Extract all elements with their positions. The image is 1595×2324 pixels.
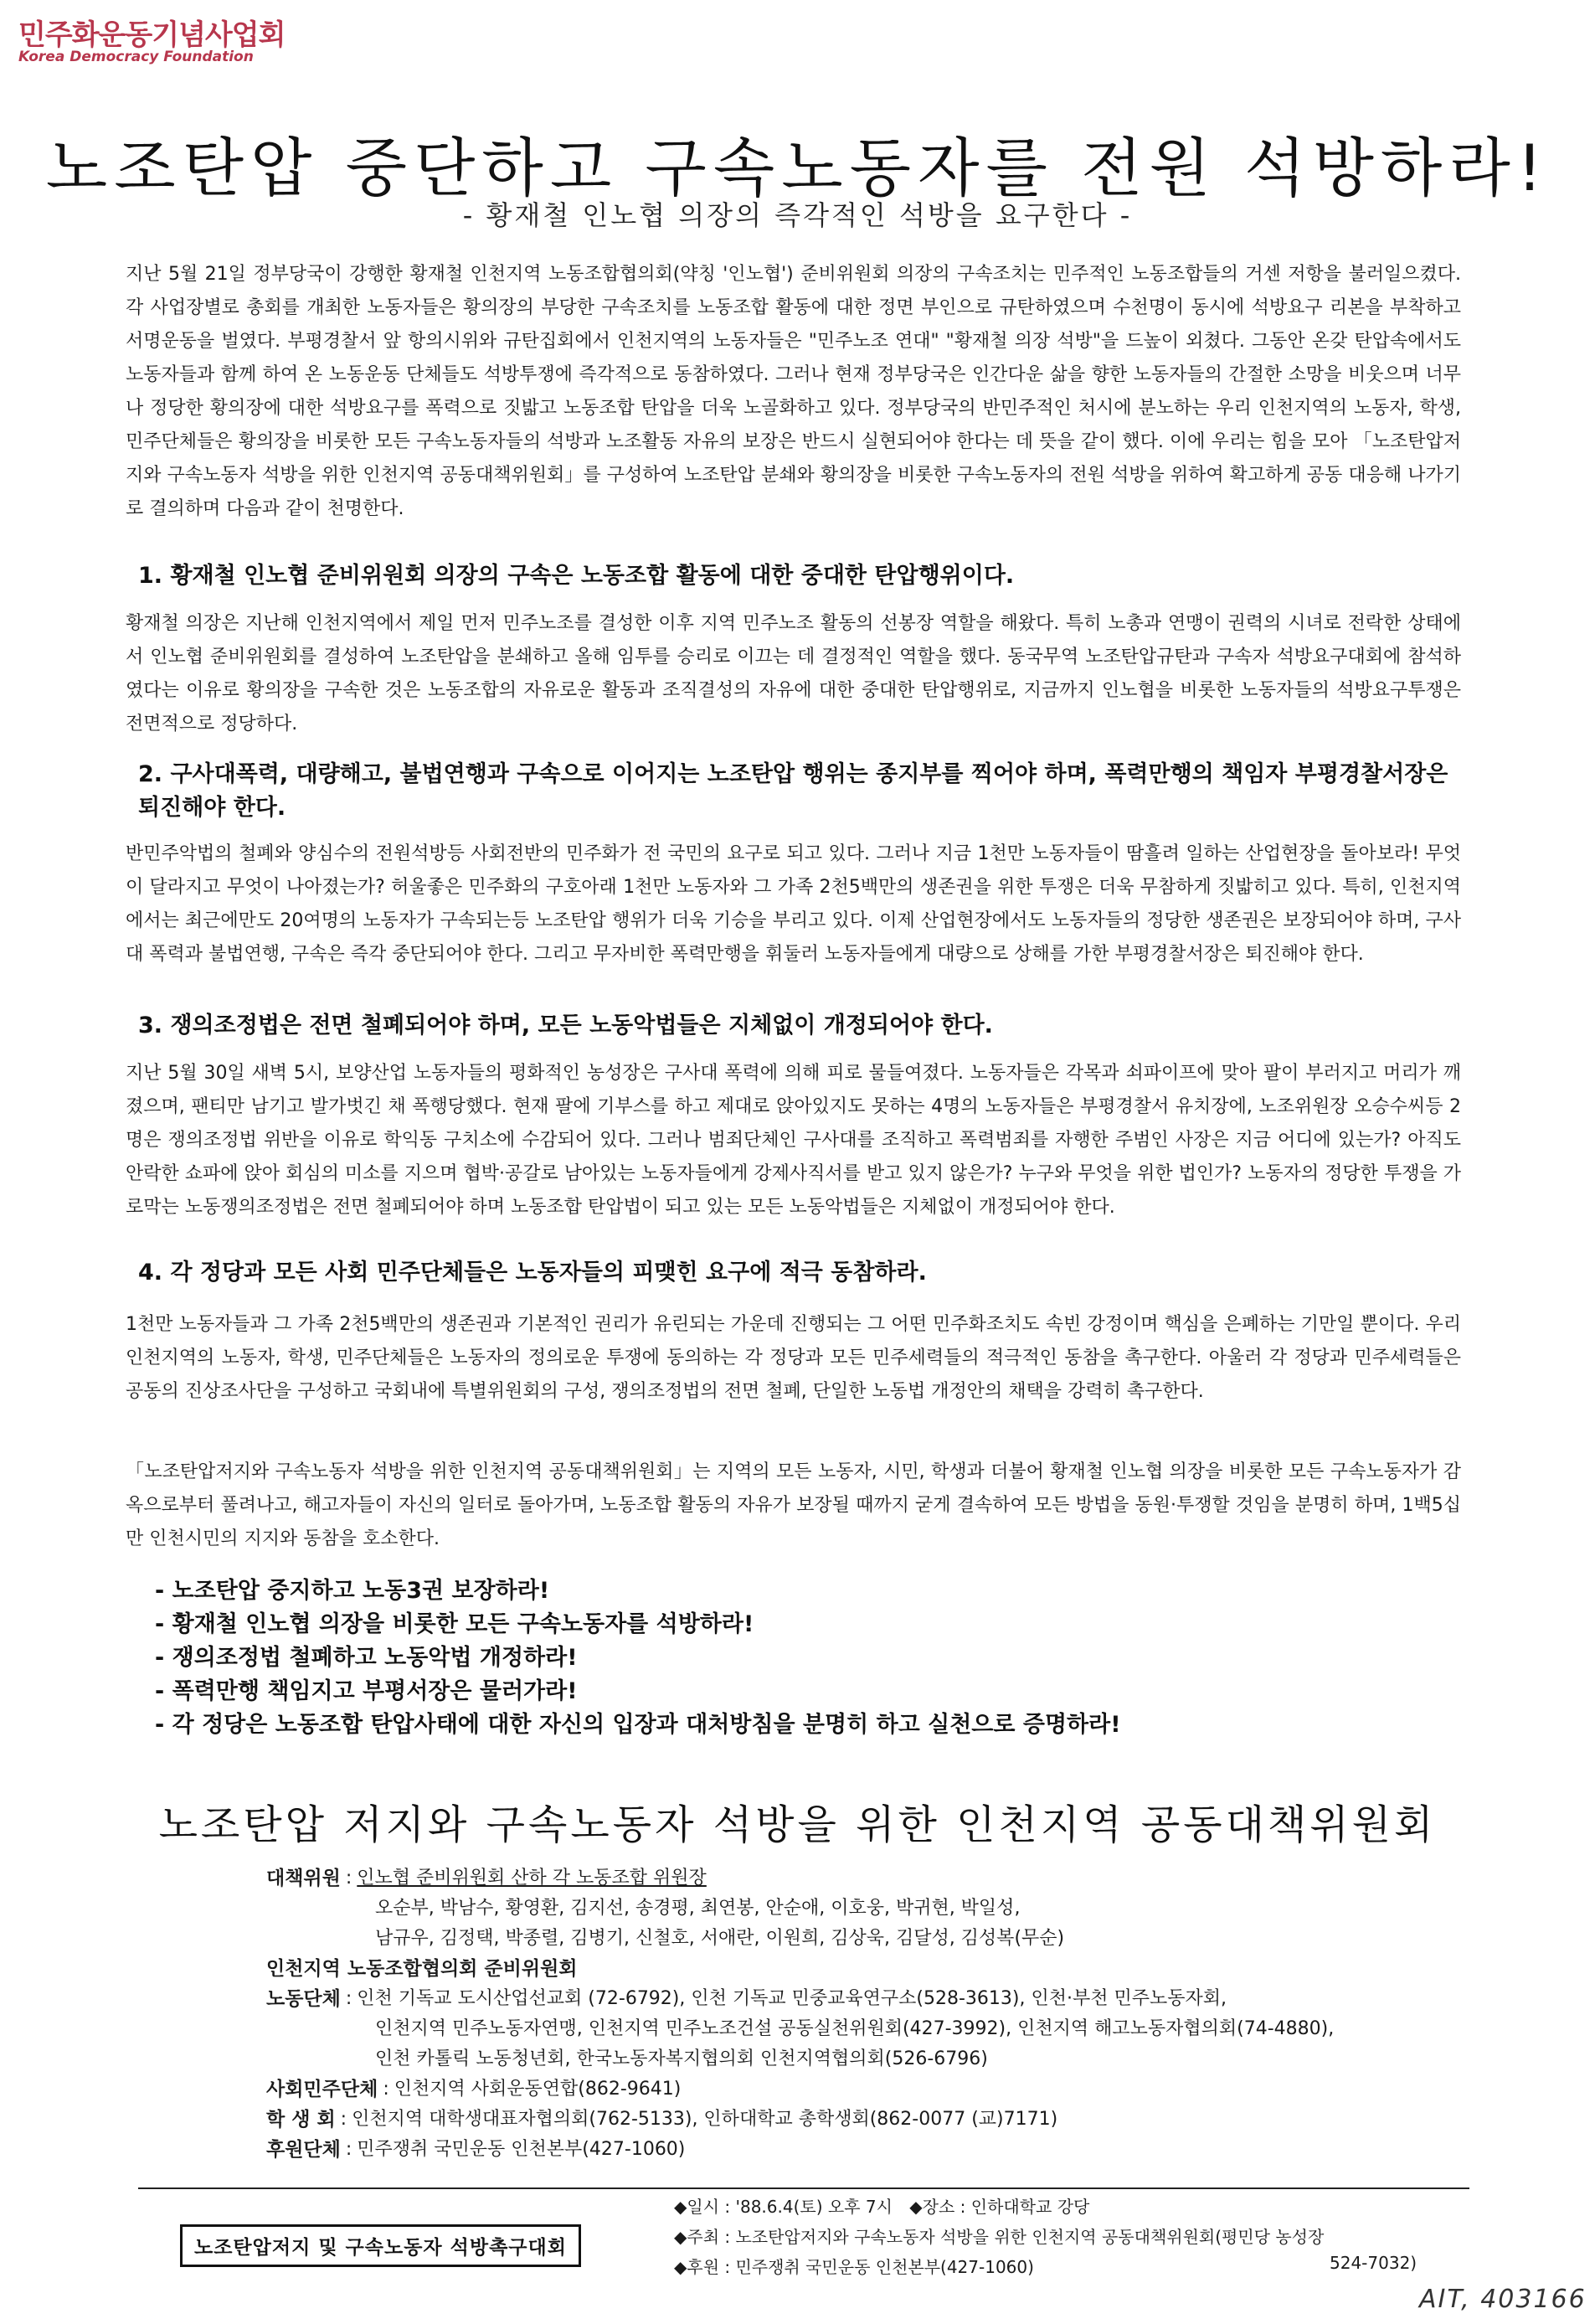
- section-2-body: 반민주악법의 철폐와 양심수의 전원석방등 사회전반의 민주화가 전 국민의 요구로 되고 있다. 그러나 지금 1천만 노동자들이 땀흘려 일하는 산업현장을 돌아보라! 무엇이 달라지고 무엇이 나아졌는가? 허울좋은 민주화의 구호아래 1천만 노동자와 그 가족 2천5백만의 생존권을 위한 투쟁은 더욱 무참하게 짓밟히고 있다. 특히, 인천지역에서는 최근에만도 20여명의 노동자가 구속되는등 노조탄압 행위가 더욱 기승을 부리고 있다. 이제 산업현장에서도 노동자들의 정당한 생존권은 보장되어야 하며, 구사대 폭력과 불법연행, 구속은 즉각 중단되어야 한다. 그리고 무자비한 폭력만행을 휘둘러 노동자들에게 대량으로 상해를 가한 부평경찰서장은 퇴진해야 한다.: [126, 843, 1461, 965]
- event-host: ◆주최 : 노조탄압저지와 구속노동자 석방을 위한 인천지역 공동대책위원회(평민당 농성장: [674, 2227, 1325, 2247]
- social-label: 사회민주단체: [266, 2079, 378, 2100]
- labor-line2: 인천지역 민주노동자연맹, 인천지역 민주노조건설 공동실천위원회(427-3992), 인천지역 해고노동자협의회(74-4880),: [375, 2018, 1335, 2039]
- support-value: 민주쟁취 국민운동 인천본부(427-1060): [357, 2139, 686, 2160]
- demands-list: [155, 1574, 1411, 1742]
- intro-paragraph: 지난 5월 21일 정부당국이 강행한 황재철 인천지역 노동조합협의회(약칭 '인노협') 준비위원회 의장의 구속조치는 민주적인 노동조합들의 거센 저항을 불러일으켰다. 각 사업장별로 총회를 개최한 노동자들은 황의장의 부당한 구속조치를 노동조합 활동에 대한 정면 부인으로 규탄하였으며 수천명이 동시에 석방요구 리본을 부착하고 서명운동을 벌였다. 부평경찰서 앞 항의시위와 규탄집회에서 인천지역의 노동자들은 "민주노조 연대" "황재철 의장 석방"을 드높이 외쳤다. 그동안 온갖 탄압속에서도 노동자들과 함께 하여 온 노동운동 단체들도 석방투쟁에 즉각적으로 동참하였다. 그러나 현재 정부당국은 인간다운 삶을 향한 노동자들의 간절한 소망을 비웃으며 너무나 정당한 황의장에 대한 석방요구를 폭력으로 짓밟고 노동조합 탄압을 더욱 노골화하고 있다. 정부당국의 반민주적인 처시에 분노하는 우리 인천지역의 노동자, 학생, 민주단체들은 황의장을 비롯한 모든 구속노동자들의 석방과 노조활동 자유의 보장은 반드시 실현되어야 한다는 데 뜻을 같이 했다. 이에 우리는 힘을 모아 「노조탄압저지와 구속노동자 석방을 위한 인천지역 공동대책위원회」를 구성하여 노조탄압 분쇄와 황의장을 비롯한 구속노동자의 전원 석방을 위하여 확고하게 공동 대응해 나가기로 결의하며 다음과 같이 천명한다.: [126, 264, 1461, 519]
- demand-item: - 노조탄압 중지하고 노동3권 보장하라!: [155, 1578, 550, 1604]
- demand-item: - 황재철 인노협 의장을 비롯한 모든 구속노동자를 석방하라!: [155, 1611, 754, 1637]
- event-venue: ◆장소 : 인하대학교 강당: [909, 2197, 1090, 2217]
- event-datetime-venue: [674, 2192, 1511, 2222]
- council-row: [266, 1954, 1480, 1984]
- committee-line2: 오순부, 박남수, 황영환, 김지선, 송경평, 최연봉, 안순애, 이호웅, 박귀현, 박일성,: [375, 1898, 1021, 1919]
- student-label: 학 생 회: [266, 2109, 336, 2131]
- labor-row: 노동단체 : 인천 기독교 도시산업선교회 (72-6792), 인천 기독교 민중교육연구소(528-3613), 인천·부천 민주노동자회,: [266, 1984, 1480, 2014]
- section-1-heading: 1. 황재철 인노협 준비위원회 의장의 구속은 노동조합 활동에 대한 중대한 탄압행위이다.: [138, 563, 1015, 589]
- section-4-body: 1천만 노동자들과 그 가족 2천5백만의 생존권과 기본적인 권리가 유린되는 가운데 진행되는 그 어떤 민주화조치도 속빈 강정이며 핵심을 은폐하는 기만일 뿐이다. 우리 인천지역의 노동자, 학생, 민주단체들은 노동자의 정의로운 투쟁에 동의하는 각 정당과 모든 민주세력들의 적극적인 동참을 촉구한다. 아울러 각 정당과 민주세력들은 공동의 진상조사단을 구성하고 국회내에 특별위원회의 구성, 쟁의조정법의 전면 철폐, 단일한 노동법 개정안의 채택을 강력히 촉구한다.: [126, 1314, 1461, 1402]
- committee-row: 대책위원 : 인노협 준비위원회 산하 각 노동조합 위원장: [266, 1863, 1480, 1894]
- section-3-body: 지난 5월 30일 새벽 5시, 보양산업 노동자들의 평화적인 농성장은 구사대 폭력에 의해 피로 물들여졌다. 노동자들은 각목과 쇠파이프에 맞아 팔이 부러지고 머리가 깨졌으며, 팬티만 남기고 발가벗긴 채 폭행당했다. 현재 팔에 기부스를 하고 제대로 앉아있지도 못하는 4명의 노동자들은 부평경찰서 유치장에, 노조위원장 오승수씨등 2명은 쟁의조정법 위반을 이유로 학익동 구치소에 수감되어 있다. 그러나 범죄단체인 구사대를 조직하고 폭력범죄를 자행한 주범인 사장은 지금 어디에 있는가? 아직도 안락한 쇼파에 앉아 회심의 미소를 지으며 협박·공갈로 남아있는 노동자들에게 강제사직서를 받고 있지 않은가? 누구와 무엇을 위한 법인가? 노동자의 정당한 투쟁을 가로막는 노동쟁의조정법은 전면 철폐되어야 하며 노동조합 탄압법이 되고 있는 모든 노동악법들은 지체없이 개정되어야 한다.: [126, 1063, 1461, 1218]
- committee-label: 대책위원: [266, 1868, 341, 1889]
- labor-line1: 인천 기독교 도시산업선교회 (72-6792), 인천 기독교 민중교육연구소(528-3613), 인천·부천 민주노동자회,: [357, 1988, 1227, 2009]
- social-value: 인천지역 사회운동연합(862-9641): [394, 2079, 682, 2100]
- event-datetime: ◆일시 : '88.6.4(토) 오후 7시: [674, 2197, 893, 2217]
- council-label: 인천지역 노동조합협의회 준비위원회: [266, 1958, 578, 1980]
- watermark-korean: 민주화운동기념사업회: [18, 18, 286, 52]
- closing-paragraph: 「노조탄압저지와 구속노동자 석방을 위한 인천지역 공동대책위원회」는 지역의 모든 노동자, 시민, 학생과 더불어 황재철 인노협 의장을 비롯한 모든 구속노동자가 감옥으로부터 풀려나고, 해고자들이 자신의 일터로 돌아가며, 노동조합 활동의 자유가 보장될 때까지 굳게 결속하여 모든 방법을 동원·투쟁할 것임을 분명히 하며, 1백5십만 인천시민의 지지와 동참을 호소한다.: [126, 1461, 1461, 1549]
- student-row: 학 생 회 : 인천지역 대학생대표자협의회(762-5133), 인하대학교 총학생회(862-0077 (교)7171): [266, 2105, 1480, 2135]
- organization-name: 노조탄압 저지와 구속노동자 석방을 위한 인천지역 공동대책위원회: [158, 1801, 1437, 1848]
- demand-item: - 쟁의조정법 철폐하고 노동악법 개정하라!: [155, 1645, 578, 1671]
- event-phone: 524-7032): [1330, 2253, 1417, 2273]
- section-4-heading: 4. 각 정당과 모든 사회 민주단체들은 노동자들의 피맺힌 요구에 적극 동참하라.: [138, 1260, 927, 1286]
- rally-name-box: 노조탄압저지 및 구속노동자 석방촉구대회: [180, 2224, 581, 2267]
- student-value: 인천지역 대학생대표자협의회(762-5133), 인하대학교 총학생회(862-0077 (교)7171): [352, 2109, 1058, 2130]
- watermark-english: Korea Democracy Foundation: [18, 49, 254, 65]
- section-2-heading: 2. 구사대폭력, 대량해고, 불법연행과 구속으로 이어지는 노조탄압 행위는 종지부를 찍어야 하며, 폭력만행의 책임자 부평경찰서장은 퇴진해야 한다.: [138, 761, 1448, 821]
- page-subtitle: - 황재철 인노협 의장의 즉각적인 석방을 요구한다 -: [462, 199, 1133, 231]
- committee-line1: 인노협 준비위원회 산하 각 노동조합 위원장: [357, 1868, 707, 1889]
- section-1-body: 황재철 의장은 지난해 인천지역에서 제일 먼저 민주노조를 결성한 이후 지역 민주노조 활동의 선봉장 역할을 해왔다. 특히 노총과 연맹이 권력의 시녀로 전락한 상태에서 인노협 준비위원회를 결성하여 노조탄압을 분쇄하고 올해 임투를 승리로 이끄는 데 결정적인 역할을 했다. 동국무역 노조탄압규탄과 구속자 석방요구대회에 참석하였다는 이유로 황의장을 구속한 것은 노동조합의 자유로운 활동과 조직결성의 자유에 대한 중대한 탄압행위로, 지금까지 인노협을 비롯한 노동자들의 석방요구투쟁은 전면적으로 정당하다.: [126, 613, 1461, 734]
- labor-line3: 인천 카톨릭 노동청년회, 한국노동자복지협의회 인천지역협의회(526-6796): [375, 2048, 988, 2069]
- section-3-heading: 3. 쟁의조정법은 전면 철폐되어야 하며, 모든 노동악법들은 지체없이 개정되어야 한다.: [138, 1013, 993, 1038]
- labor-label: 노동단체: [266, 1988, 341, 2010]
- support-label: 후원단체: [266, 2139, 341, 2161]
- social-row: 사회민주단체 : 인천지역 사회운동연합(862-9641): [266, 2074, 1480, 2105]
- members-block: [266, 1863, 1480, 2165]
- event-sponsor: ◆후원 : 민주쟁취 국민운동 인천본부(427-1060): [674, 2257, 1034, 2277]
- committee-line3: 남규우, 김정택, 박종렬, 김병기, 신철호, 서애란, 이원희, 김상욱, 김달성, 김성복(무순): [375, 1928, 1065, 1949]
- page-title: 노조탄압 중단하고 구속노동자를 전원 석방하라!: [45, 131, 1550, 205]
- archive-handwritten-mark: AIT, 403166: [1419, 2285, 1587, 2314]
- demand-item: - 각 정당은 노동조합 탄압사태에 대한 자신의 입장과 대처방침을 분명히 하고 실천으로 증명하라!: [155, 1712, 1121, 1738]
- support-row: 후원단체 : 민주쟁취 국민운동 인천본부(427-1060): [266, 2135, 1480, 2165]
- demand-item: - 폭력만행 책임지고 부평서장은 물러가라!: [155, 1678, 578, 1704]
- footer-divider: [138, 2187, 1469, 2189]
